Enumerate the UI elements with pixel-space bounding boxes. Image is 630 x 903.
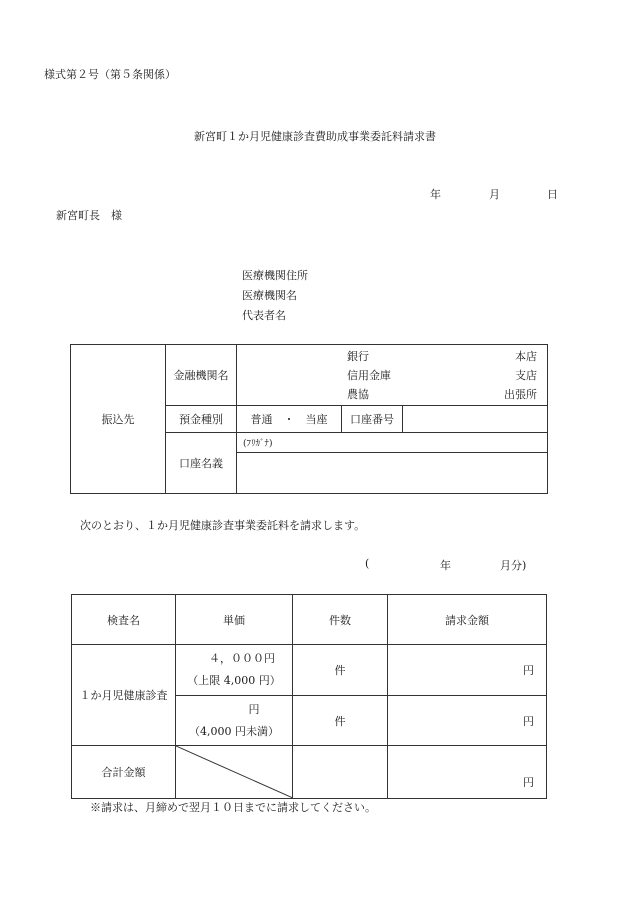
branch-type-branch: 支店 xyxy=(515,368,538,382)
request-sentence: 次のとおり、１か月児健康診査事業委託料を請求します。 xyxy=(80,519,366,532)
row2-note: （4,000 円未満） xyxy=(189,724,279,738)
bank-type-bank: 銀行 xyxy=(347,349,369,363)
total-label: 合計金額 xyxy=(72,746,176,799)
bank-type-agri-coop: 農協 xyxy=(347,387,369,401)
date-year: 年 xyxy=(430,188,441,201)
account-holder-label: 口座名義 xyxy=(166,433,237,494)
addressee: 新宮町長 様 xyxy=(56,209,122,222)
institution-address-label: 医療機関住所 xyxy=(242,269,308,282)
row2-amount-field[interactable] xyxy=(388,696,547,746)
row1-unit-price xyxy=(176,645,293,696)
bank-name-label: 金融機関名 xyxy=(166,345,237,406)
institution-name-label: 医療機関名 xyxy=(242,289,297,302)
row1-count-field[interactable] xyxy=(293,645,388,696)
bank-type-credit-union: 信用金庫 xyxy=(347,368,391,382)
header-unit-price: 単価 xyxy=(176,595,293,645)
deposit-type-label: 預金種別 xyxy=(166,406,237,433)
bank-transfer-table xyxy=(70,344,548,494)
row1-price: ４，０００円 xyxy=(209,652,275,665)
total-count-field[interactable] xyxy=(293,746,388,799)
furigana-label: (ﾌﾘｶﾞﾅ) xyxy=(243,439,273,449)
total-yen-unit: 円 xyxy=(523,776,534,789)
document-title: 新宮町１か月児健康診査費助成事業委託料請求書 xyxy=(194,130,436,143)
account-holder-field[interactable] xyxy=(237,453,548,494)
row2-count-field[interactable] xyxy=(293,696,388,746)
row2-yen-unit: 円 xyxy=(523,714,534,728)
header-amount: 請求金額 xyxy=(388,595,547,645)
furigana-field[interactable] xyxy=(237,433,548,453)
period-month: 月分) xyxy=(500,559,527,572)
bank-name-field[interactable] xyxy=(237,345,548,406)
form-number: 様式第２号（第５条関係） xyxy=(44,68,176,81)
row1-yen-unit: 円 xyxy=(523,664,534,677)
date-day: 日 xyxy=(547,188,558,201)
branch-type-sub-office: 出張所 xyxy=(504,387,538,401)
total-amount-field[interactable] xyxy=(388,746,547,799)
header-count: 件数 xyxy=(293,595,388,645)
transfer-label: 振込先 xyxy=(71,345,166,494)
deposit-type-options[interactable]: 普通 ・ 当座 xyxy=(237,406,342,433)
fee-table xyxy=(71,594,547,799)
date-month: 月 xyxy=(489,188,500,201)
row1-amount-field[interactable] xyxy=(388,645,547,696)
period-year: 年 xyxy=(440,559,451,572)
account-number-field[interactable] xyxy=(403,406,548,433)
exam-name: １か月児健康診査 xyxy=(72,645,176,746)
row1-count-unit: 件 xyxy=(334,664,346,677)
row2-count-unit: 件 xyxy=(334,714,346,728)
diagonal-cell xyxy=(176,746,293,799)
account-number-label: 口座番号 xyxy=(342,406,403,433)
representative-label: 代表者名 xyxy=(242,309,286,322)
period-open: ( xyxy=(365,557,370,570)
row2-price: 円 xyxy=(248,702,260,716)
header-exam-name: 検査名 xyxy=(72,595,176,645)
branch-type-main: 本店 xyxy=(515,349,538,363)
row1-note: （上限 4,000 円） xyxy=(187,674,281,687)
footnote: ※請求は、月締めで翌月１０日までに請求してください。 xyxy=(90,801,376,814)
diagonal-line xyxy=(176,746,293,798)
row2-unit-price[interactable] xyxy=(176,696,293,746)
